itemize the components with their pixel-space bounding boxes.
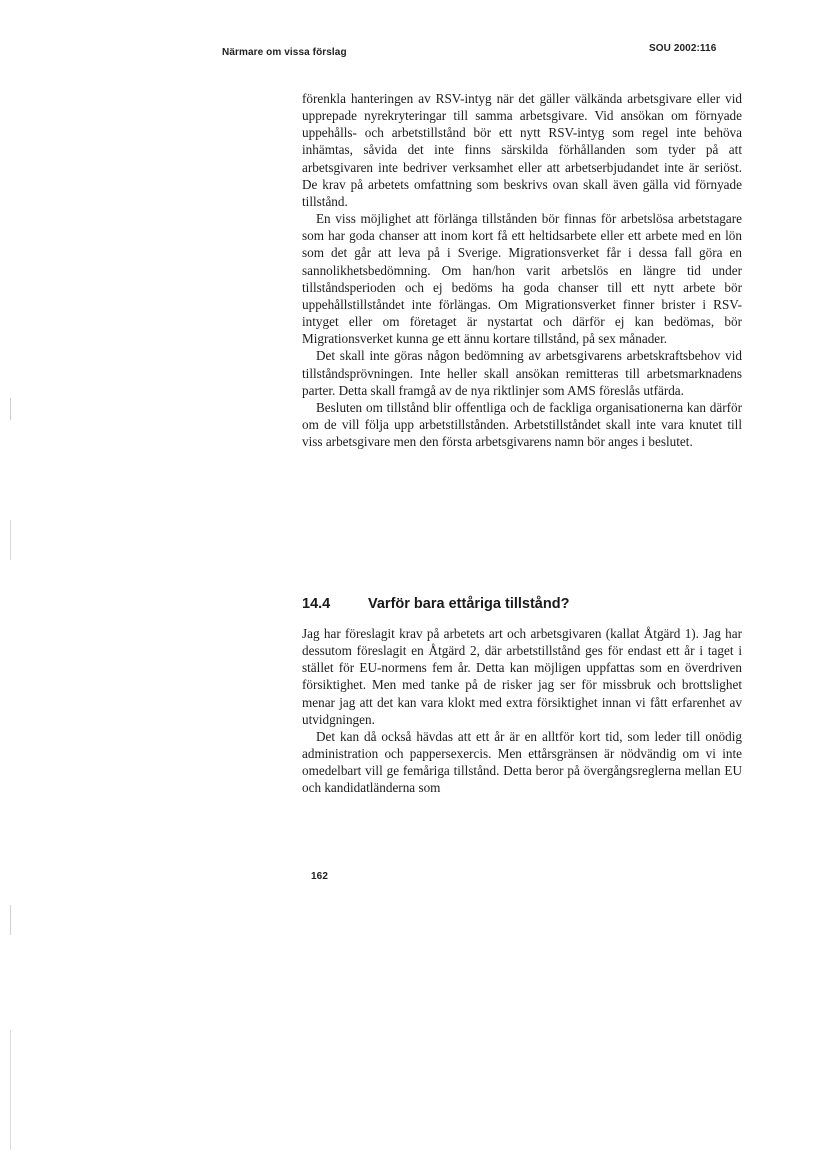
scan-artifact — [10, 905, 11, 935]
scan-artifact — [10, 520, 11, 560]
body-text-section — [302, 625, 742, 797]
paragraph: Besluten om tillstånd blir offentliga och de fackliga organisationerna kan därför om de vill följa upp arbetstillstånden. Arbetstillståndet skall inte vara knutet till viss arbetsgivare men den första arbetsgivarens namn bör anges i beslutet. — [302, 399, 742, 450]
scan-artifact — [10, 398, 11, 420]
running-header-report-id: SOU 2002:116 — [649, 43, 717, 54]
section-number: 14.4 — [302, 596, 331, 612]
paragraph-continued: förenkla hanteringen av RSV-intyg när det gäller välkända arbetsgivare eller vid upprepade nyrekryteringar till samma arbetsgivare. Vid ansökan om förnyade uppehålls- och arbetstillstånd bör ett nytt RSV-intyg som regel inte behöva inhämtas, såvida det inte finns särskilda förhållanden som tyder på att arbetsgivaren inte bedriver verksamhet eller att arbetserbjudandet inte är seriöst. De krav på arbetets omfattning som beskrivs ovan skall även gälla vid förnyade tillstånd. — [302, 91, 742, 209]
section-heading — [302, 596, 742, 612]
scan-artifact — [10, 1030, 11, 1150]
paragraph: Det skall inte göras någon bedömning av arbetsgivarens arbetskraftsbehov vid tillståndsprövningen. Inte heller skall ansökan remitteras till arbetsmarknadens parter. Detta skall framgå av de nya riktlinjer som AMS föreslås utfärda. — [302, 348, 742, 398]
paragraph: Jag har föreslagit krav på arbetets art och arbetsgivaren (kallat Åtgärd 1). Jag har dessutom föreslagit en Åtgärd 2, där arbetstillstånd ges för endast ett år i taget i stället för EU-normens fem år. Detta kan möjligen uppfattas som en överdriven försiktighet. Men med tanke på de risker jag ser för missbruk och brottslighet menar jag att det kan vara klokt med extra försiktighet innan vi fått erfarenhet av utvidgningen. — [302, 626, 742, 727]
page-number: 162 — [311, 871, 328, 882]
paragraph: Det kan då också hävdas att ett år är en alltför kort tid, som leder till onödig administration och pappersexercis. Men ettårsgränsen är nödvändig om vi inte omedelbart vill ge femåriga tillstånd. Detta beror på övergångsreglerna mellan EU och kandidatländerna som — [302, 728, 742, 796]
body-text-top — [302, 90, 742, 450]
section-title: Varför bara ettåriga tillstånd? — [368, 596, 570, 612]
running-header-title: Närmare om vissa förslag — [222, 47, 347, 58]
paragraph: En viss möjlighet att förlänga tillstånden bör finnas för arbetslösa arbetstagare som har goda chanser att inom kort få ett heltidsarbete eller ett arbete med en lön som det går att leva på i Sverige. Migrationsverket får i dessa fall göra en sannolikhetsbedömning. Om han/hon varit arbetslös en längre tid under tillståndsperioden och ej bedöms ha goda chanser till ett nytt arbete bör uppehållstillståndet inte förlängas. Om Migrationsverket finner brister i RSV-intyget eller om företaget är nystartat och därför ej kan bedömas, bör Migrationsverket kunna ge ett ännu kortare tillstånd, på sex månader. — [302, 211, 742, 347]
